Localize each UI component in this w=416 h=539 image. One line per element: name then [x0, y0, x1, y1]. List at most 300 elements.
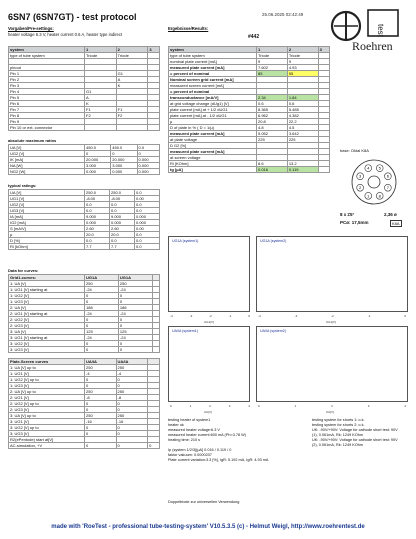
- grid-head-2: UG1A: [118, 275, 152, 281]
- cell-value: 4.93: [287, 65, 318, 71]
- cell-value: [85, 125, 117, 131]
- cell-value: 0: [85, 431, 117, 437]
- note-line: heater ok: [168, 423, 184, 427]
- tick: -3: [294, 314, 298, 318]
- cell-value: 0: [85, 443, 117, 449]
- curves-title: Data for curves:: [8, 268, 39, 273]
- cell-value: G1: [116, 71, 148, 77]
- cell-value: [116, 125, 148, 131]
- row-label: at plate voltage: [169, 137, 257, 143]
- cell-value: 0: [85, 299, 119, 305]
- tick: 0: [170, 404, 172, 408]
- row-label: IK [mA]: [9, 157, 85, 163]
- row-label: plate current [mA] at - 1/2 dUG1: [169, 113, 257, 119]
- cell-value: 0.0: [110, 238, 135, 244]
- row-label: transconductance [mA/V]: [169, 95, 257, 101]
- cell-value: 3.000: [111, 163, 137, 169]
- base-diagram: [340, 156, 408, 208]
- cell-value: 8.365: [257, 107, 288, 113]
- row-label: 3: UA [V]: [9, 329, 85, 335]
- cell-value: 2.60: [110, 226, 135, 232]
- cell-value: 0: [137, 151, 159, 157]
- cell-value: 20.000: [111, 157, 137, 163]
- row-label: tg [µA]: [169, 167, 257, 173]
- cell-value: 0: [85, 341, 119, 347]
- row-label: at grid voltage change (dUg1) [V]: [169, 101, 257, 107]
- pin-number: 4: [367, 165, 370, 171]
- cell-value: 250: [118, 281, 152, 287]
- cell-value: 0: [118, 347, 152, 353]
- cell-value: F1: [116, 107, 148, 113]
- row-label: 1: UG3 [V]: [9, 383, 85, 389]
- row-label: IG2 [mA]: [9, 220, 85, 226]
- table-row: [9, 244, 160, 250]
- plot-uaia-sys2: [256, 326, 408, 402]
- row-label: Pin 4: [9, 89, 85, 95]
- tick: 2: [209, 404, 211, 408]
- cell-value: 0.000: [135, 214, 160, 220]
- note-line: Plate current variation:3.3 [%], IgR: 5.192 mA, IgR: 4.93 mA: [168, 458, 269, 462]
- plate-head-1: UA/IA: [85, 359, 117, 365]
- plot4-xlabel: UA[V]: [326, 410, 334, 414]
- cell-value: 450.0: [111, 145, 137, 151]
- row-label: Ri [KOhm]: [169, 161, 257, 167]
- tick: 3: [367, 404, 370, 408]
- cell-value: 0.0: [135, 232, 160, 238]
- row-label: 1: UG3 [V]: [9, 299, 85, 305]
- base-label: base: Oktal K8A: [340, 148, 369, 153]
- table-row: [9, 443, 160, 449]
- pin-number: 1: [367, 193, 370, 199]
- row-label: 3: UG1 [V] starting at: [9, 335, 85, 341]
- socket-key: [368, 176, 380, 188]
- results-table: [168, 46, 330, 173]
- roehrentest-logo: [330, 6, 410, 58]
- cell-value: K: [85, 101, 117, 107]
- cell-value: -4: [85, 371, 117, 377]
- plot1-xlabel: UG1[V]: [204, 320, 214, 324]
- cell-value: 20.0: [85, 232, 110, 238]
- tick: -1: [367, 314, 371, 318]
- row-label: 2: UG1 [V] starting at: [9, 311, 85, 317]
- plot-label: UA/IA (system1): [172, 329, 198, 333]
- note-line: UK: -90V/+90V: Voltage for cathode short test: 90V: [312, 428, 398, 432]
- base-badge: K8A: [392, 221, 400, 226]
- note-line: measured heater voltage:6.3 V: [168, 428, 220, 432]
- row-label: UG3 [V]: [9, 208, 85, 214]
- cell-value: 4.8: [257, 125, 288, 131]
- row-label: Pin 9: [9, 119, 85, 125]
- cell-value: 0.000: [85, 169, 111, 175]
- pin-number: 2: [359, 185, 362, 191]
- cell-value: 7.7: [110, 244, 135, 250]
- cell-value: Triode: [287, 53, 318, 59]
- cell-value: 186: [85, 305, 119, 311]
- note-line: measured heater current:600 mA (Ph=3.78 W): [168, 433, 246, 437]
- pin-number: 3: [359, 173, 362, 179]
- footer-credit: made with 'RoeTest - professional tube-testing-system' V10.5.3.5 (c) - Helmut Weigl, http://www.roehrentest.de: [51, 524, 365, 530]
- cell-value: 125: [118, 329, 152, 335]
- row-label: 1: UG1 [V]: [9, 371, 85, 377]
- tick: -4: [170, 314, 173, 318]
- cell-value: Triode: [85, 53, 117, 59]
- tick: -3: [189, 314, 193, 318]
- tick: 4: [404, 404, 406, 408]
- cell-value: 0.000: [110, 220, 135, 226]
- note-line: UK: -90V/+90V: Voltage for cathode short test: 90V: [312, 438, 398, 442]
- row-label: UA [V]: [9, 145, 85, 151]
- cell-value: Triode: [116, 53, 148, 59]
- tick: 4: [248, 404, 250, 408]
- cell-value: -4: [116, 371, 148, 377]
- row-label: Ri [kOhm]: [9, 244, 85, 250]
- table-row: [9, 169, 160, 175]
- cell-value: 5.485: [287, 107, 318, 113]
- cell-value: 3.000: [85, 163, 111, 169]
- plot3-xlabel: UA[V]: [204, 410, 212, 414]
- cell-value: 6.962: [257, 113, 288, 119]
- cell-value: 450.0: [85, 145, 111, 151]
- tick: -2: [209, 314, 212, 318]
- row-label: Pin 10 or ext. connector: [9, 125, 85, 131]
- row-label: measured plate current [mA]: [169, 131, 257, 137]
- cell-value: 0: [116, 383, 148, 389]
- row-label: UA [V]: [9, 190, 85, 196]
- row-label: Pin 3: [9, 83, 85, 89]
- tube-description: Doppeltriode zur universellen Verwendung: [168, 500, 240, 504]
- note-line: testing system for shorts 2: o.k.: [312, 423, 365, 427]
- cell-value: 250: [116, 365, 148, 371]
- notes-right: [312, 418, 412, 448]
- cell-value: 20.8: [257, 119, 288, 125]
- row-label: NG2 [W]: [9, 169, 85, 175]
- cell-value: 0: [85, 383, 117, 389]
- row-label: R2(ePentode) start at[V]: [9, 437, 85, 443]
- cell-value: 0: [116, 377, 148, 383]
- cell-value: 0: [85, 323, 119, 329]
- cell-value: 3.642: [287, 131, 318, 137]
- cell-value: -8.00: [110, 196, 135, 202]
- plot-ug1a-sys2: [256, 236, 408, 312]
- cell-value: 0.0: [85, 208, 110, 214]
- cell-value: 20.0: [110, 232, 135, 238]
- row-label: 2: UA [V] up to: [9, 389, 85, 395]
- cell-value: 0: [111, 151, 137, 157]
- cell-value: 0.6: [287, 101, 318, 107]
- row-label: plate current [mA] at + 1/2 dUG1: [169, 107, 257, 113]
- note-line: heating time: 210 s: [168, 438, 201, 442]
- cell-value: 0.000: [137, 163, 159, 169]
- plot3-ticks: [170, 404, 250, 408]
- row-label: Pin 8: [9, 113, 85, 119]
- cell-value: F2: [85, 113, 117, 119]
- pin-number: 5: [378, 165, 381, 171]
- plot-uaia-sys1: [168, 326, 250, 402]
- cell-value: [148, 125, 160, 131]
- cell-value: 55: [287, 71, 318, 77]
- tick: 0: [248, 314, 250, 318]
- cell-value: 225: [287, 137, 318, 143]
- note-line: (1), 0.061mA, Rk: 1249 KOhm: [312, 433, 364, 437]
- abs-max-title: absolute maximum ratins: [8, 138, 57, 143]
- cell-value: 0.016: [257, 167, 288, 173]
- cell-value: 250: [85, 413, 117, 419]
- notes-left: [168, 418, 308, 463]
- cell-value: 0: [85, 293, 119, 299]
- plot4-ticks: [258, 404, 406, 408]
- cell-value: 225: [257, 137, 288, 143]
- row-label: 1: UG1 [V] starting at: [9, 287, 85, 293]
- cell-value: 0.0: [110, 208, 135, 214]
- pin-number: 8: [378, 193, 381, 199]
- table-row: [9, 347, 160, 353]
- grid-head-label: Grid1-curves:: [9, 275, 85, 281]
- res-col-2: 2: [287, 47, 318, 53]
- cell-value: A: [116, 77, 148, 83]
- grid-head-1: UG1A: [85, 275, 119, 281]
- cell-value: 0: [85, 425, 117, 431]
- row-label: 1: UA [V] up to: [9, 365, 85, 371]
- cell-value: 250: [85, 281, 119, 287]
- socket-outline: [352, 160, 396, 204]
- row-label: measured screen current [mA]: [169, 83, 257, 89]
- col-1: 1: [85, 47, 117, 53]
- cell-value: 0.000: [135, 220, 160, 226]
- cell-value: 9: [287, 59, 318, 65]
- typical-table: [8, 189, 160, 250]
- cell-value: 1.84: [287, 95, 318, 101]
- cell-value: 0.000: [137, 169, 159, 175]
- cell-value: 0.000: [111, 169, 137, 175]
- cell-value: 0: [85, 401, 117, 407]
- row-label: pinout: [9, 65, 85, 71]
- row-label: 2: UG3 [V]: [9, 323, 85, 329]
- table-row: [9, 125, 160, 131]
- cell-value: 2.34: [257, 95, 288, 101]
- row-label: 2: UG2 [V] up to: [9, 401, 85, 407]
- row-label: Pin 6: [9, 101, 85, 107]
- results-label: Ergebnisse/Results:: [168, 26, 209, 31]
- row-label: 3: UG2 [V] up to: [9, 425, 85, 431]
- plot-label: UG1A (system2): [260, 239, 287, 243]
- row-label: = percent of nominal: [169, 71, 257, 77]
- plot2-xlabel: UG1[V]: [326, 320, 336, 324]
- plot1-ticks: [170, 314, 250, 318]
- cell-value: 13.2: [287, 161, 318, 167]
- row-label: 3: UA [V] up to: [9, 413, 85, 419]
- logo-text: Roehren: [352, 39, 393, 53]
- pinout-table: [8, 46, 160, 131]
- cell-value: A: [85, 95, 117, 101]
- row-label: Pin 5: [9, 95, 85, 101]
- cell-value: 0: [85, 377, 117, 383]
- base-note-left: 8 x ≠5°: [340, 212, 355, 217]
- test-date: 25.06.2025 02:42:49: [262, 12, 304, 17]
- row-label: AC-simulation, +V: [9, 443, 85, 449]
- plot-label: UG1A (system1): [172, 239, 199, 243]
- row-label: 3: UG1 [V]: [9, 419, 85, 425]
- row-label: 1: UG2 [V] up to: [9, 377, 85, 383]
- row-label: 2: UA [V]: [9, 305, 85, 311]
- row-label: type of tube system: [169, 53, 257, 59]
- cell-value: 250: [116, 413, 148, 419]
- cell-value: G1: [85, 89, 117, 95]
- cell-value: 0: [118, 341, 152, 347]
- plate-curves-table: [8, 358, 160, 449]
- table-row: [169, 167, 330, 173]
- row-label: measured plate current [mA]: [169, 149, 257, 155]
- cell-value: 0.0: [135, 190, 160, 196]
- row-label: 1: UG2 [V]: [9, 293, 85, 299]
- plot2-ticks: [258, 314, 406, 318]
- cell-value: 0.6: [257, 101, 288, 107]
- cell-value: -24: [118, 287, 152, 293]
- cell-value: 0.0: [110, 202, 135, 208]
- cell-value: 0.0: [135, 202, 160, 208]
- cell-value: -24: [85, 287, 119, 293]
- col-3: 3: [148, 47, 160, 53]
- tick: 3: [228, 404, 231, 408]
- cell-value: 2.60: [85, 226, 110, 232]
- cell-value: K: [116, 83, 148, 89]
- cell-value: -24: [118, 335, 152, 341]
- cell-value: -24: [85, 311, 119, 317]
- cell-value: 0: [85, 407, 117, 413]
- cell-value: 0: [118, 293, 152, 299]
- row-label: µ: [9, 232, 85, 238]
- row-label: at screen voltage: [169, 155, 257, 161]
- row-label: 3: UG3 [V]: [9, 431, 85, 437]
- row-label: type of tube system: [9, 53, 85, 59]
- serial-number: #442: [248, 34, 260, 40]
- cell-value: 4.5: [287, 125, 318, 131]
- plate-head-2: UA/IA: [116, 359, 148, 365]
- cell-value: -8: [116, 395, 148, 401]
- row-label: Pin 1: [9, 71, 85, 77]
- cell-value: 250: [116, 389, 148, 395]
- cell-value: 7.602: [257, 65, 288, 71]
- row-label: 2: UG1 [V]: [9, 395, 85, 401]
- cell-value: 250: [85, 389, 117, 395]
- cell-value: 0.000: [85, 220, 110, 226]
- cell-value: 85: [257, 71, 288, 77]
- row-label: D [%]: [9, 238, 85, 244]
- typical-title: typical ratings:: [8, 183, 37, 188]
- pin-number: 6: [386, 173, 389, 179]
- row-label: UG2 [V]: [9, 202, 85, 208]
- plot-ug1a-sys1: [168, 236, 250, 312]
- cell-value: -24: [118, 311, 152, 317]
- abs-max-table: [8, 144, 160, 175]
- cell-value: 22.2: [287, 119, 318, 125]
- row-label: µ: [169, 119, 257, 125]
- cell-value: 20.000: [85, 157, 111, 163]
- cell-value: 0: [148, 443, 160, 449]
- plate-head-label: Plate-Screen curves: [9, 359, 85, 365]
- row-label: = percent of nominal: [169, 89, 257, 95]
- cell-value: 0.119: [287, 167, 318, 173]
- page-title: 6SN7 (6SN7GT) - test protocol: [8, 12, 137, 22]
- note-line: (2), 0.061mA, Rk: 1249 KOhm: [312, 443, 364, 447]
- cell-value: 0.0: [135, 238, 160, 244]
- cell-value: F1: [85, 107, 117, 113]
- cell-value: 0.0: [135, 244, 160, 250]
- row-label: Pin 7: [9, 107, 85, 113]
- cell-value: 0: [116, 401, 148, 407]
- cell-value: 250.0: [85, 190, 110, 196]
- prereq-label: Vorgaben/Pre-settings:: [8, 26, 54, 31]
- tick: -2: [331, 314, 334, 318]
- row-label: D G2 [%]: [169, 143, 257, 149]
- tick: 2: [331, 404, 333, 408]
- row-label: measured plate current [mA]: [169, 65, 257, 71]
- cell-value: 0: [118, 299, 152, 305]
- cell-value: 0.0: [85, 238, 110, 244]
- cell-value: 0: [85, 151, 111, 157]
- col-2: 2: [116, 47, 148, 53]
- tick: -1: [228, 314, 232, 318]
- cell-value: 186: [118, 305, 152, 311]
- row-label: NA [W]: [9, 163, 85, 169]
- row-label: UG1 [V]: [9, 196, 85, 202]
- pin-number: 7: [386, 185, 389, 191]
- cell-value: 0.0: [135, 208, 160, 214]
- row-label: 3: UG3 [V]: [9, 347, 85, 353]
- cell-value: 0: [85, 347, 119, 353]
- cell-value: 125: [85, 329, 119, 335]
- note-line: faktor vakuum: 0.0000237: [168, 453, 212, 457]
- tick: 1: [189, 404, 192, 408]
- row-label: IA [mA]: [9, 214, 85, 220]
- cell-value: F2: [116, 113, 148, 119]
- cell-value: -16: [116, 419, 148, 425]
- base-note-right: 2,36 ø: [384, 212, 397, 217]
- tick: 0: [404, 314, 406, 318]
- cell-value: 0: [116, 407, 148, 413]
- cell-value: Triode: [257, 53, 288, 59]
- row-label: 2: UG2 [V]: [9, 317, 85, 323]
- cell-value: 7.7: [85, 244, 110, 250]
- cell-value: 0: [116, 425, 148, 431]
- base-note-bottom: PCø: 17,5mm: [340, 220, 369, 225]
- res-col-3: 3: [318, 47, 329, 53]
- row-label: 2: UG3 [V]: [9, 407, 85, 413]
- tick: 0: [258, 404, 260, 408]
- cell-value: 9.000: [110, 214, 135, 220]
- cell-value: 0: [85, 317, 119, 323]
- cell-value: [152, 347, 159, 353]
- row-label: 1: UA [V]: [9, 281, 85, 287]
- svg-text:test: test: [376, 24, 385, 37]
- cell-value: -24: [85, 335, 119, 341]
- row-label: nominal plate current [mA]: [169, 59, 257, 65]
- cell-value: 4.382: [287, 113, 318, 119]
- row-label: Nominal screen grid current [mA]: [169, 77, 257, 83]
- row-label: S [mA/V]: [9, 226, 85, 232]
- cell-value: 0: [116, 443, 148, 449]
- plot-label: UA/IA (system2): [260, 329, 286, 333]
- cell-value: -8.00: [85, 196, 110, 202]
- cell-value: 0: [118, 323, 152, 329]
- row-label: D of plate in % ( D = 1/µ): [169, 125, 257, 131]
- cell-value: 0.00: [135, 196, 160, 202]
- grid-curves-table: [8, 274, 160, 353]
- cell-value: 250.0: [110, 190, 135, 196]
- cell-value: 0: [116, 431, 148, 437]
- cell-value: 5.052: [257, 131, 288, 137]
- cell-value: 9: [257, 59, 288, 65]
- prereq-text: heater voltage 6.3 V, heater current 0.6 A, heater type indirect: [8, 32, 123, 37]
